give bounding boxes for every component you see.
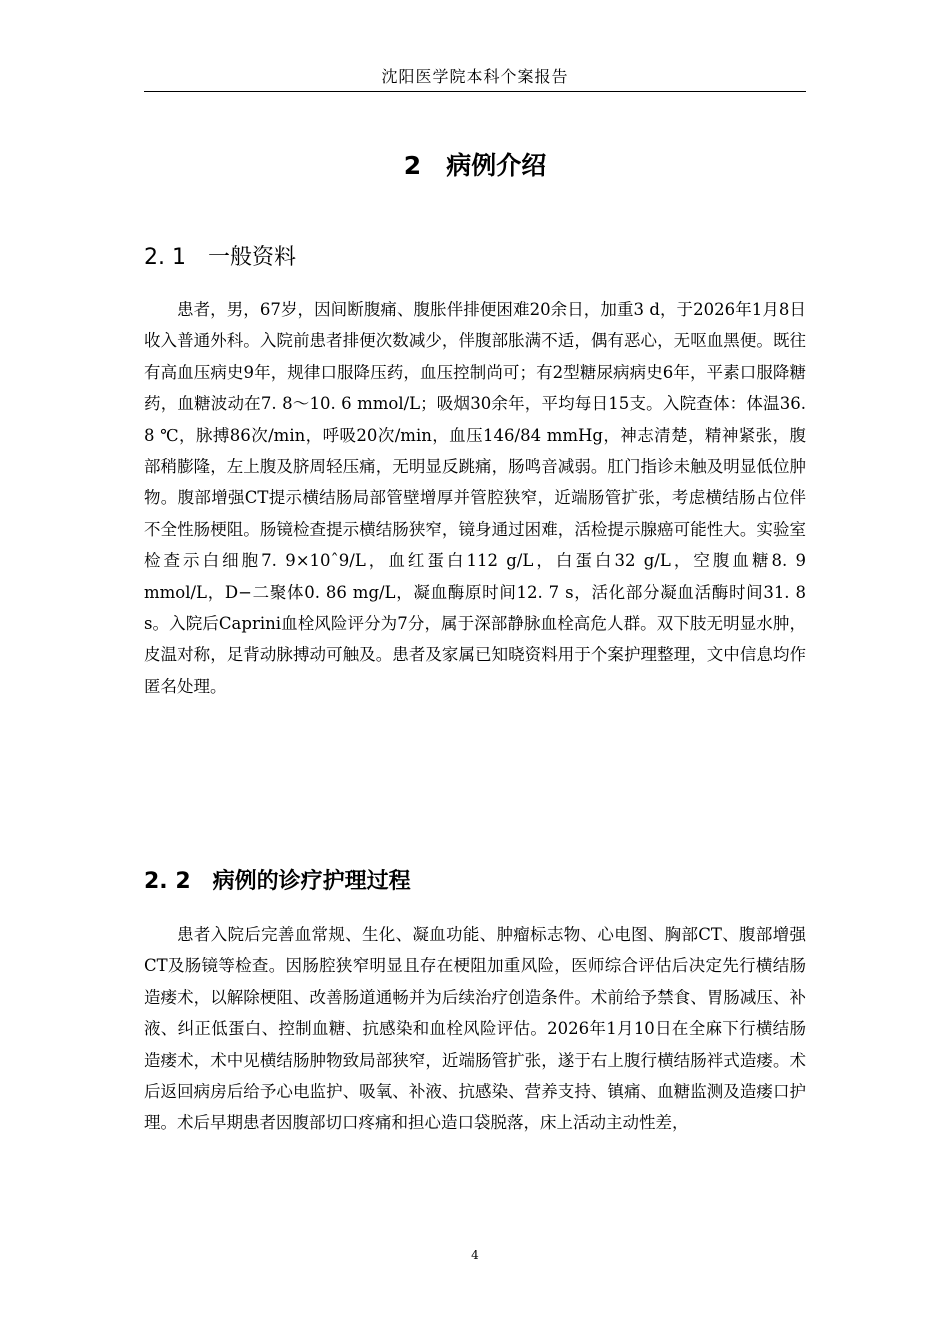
chapter-title: 2 病例介绍 — [403, 151, 547, 180]
paragraph-general-info: 患者，男，67岁，因间断腹痛、腹胀伴排便困难20余日，加重3 d，于2026年1月8日收入普通外科。入院前患者排便次数减少，伴腹部胀满不适，偶有恶心，无呕血黑便。既往有高血压病史9年，规律口服降压药，血压控制尚可；有2型糖尿病病史6年，平素口服降糖药，血糖波动在7. 8～10. 6 mmol/L；吸烟30余年，平均每日15支。入院查体：体温36. 8 ℃，脉搏86次/min，呼吸20次/min，血压146/84 mmHg，神志清楚，精神紧张，腹部稍膨隆，左上腹及脐周轻压痛，无明显反跳痛，肠鸣音减弱。肛门指诊未触及明显低位肿物。腹部增强CT提示横结肠局部管壁增厚并管腔狭窄，近端肠管扩张，考虑横结肠占位伴不全性肠梗阻。肠镜检查提示横结肠狭窄，镜身通过困难，活检提示腺癌可能性大。实验室检查示白细胞7. 9×10ˆ9/L，血红蛋白112 g/L，白蛋白32 g/L，空腹血糖8. 9 mmol/L，D−二聚体0. 86 mg/L，凝血酶原时间12. 7 s，活化部分凝血活酶时间31. 8 s。入院后Caprini血栓风险评分为7分，属于深部静脉血栓高危人群。双下肢无明显水肿，皮温对称，足背动脉搏动可触及。患者及家属已知晓资料用于个案护理整理，文中信息均作匿名处理。 — [144, 300, 806, 696]
page-header: 沈阳医学院本科个案报告 — [381, 67, 569, 86]
section-title-general-info: 2. 1 一般资料 — [144, 245, 296, 270]
paragraph-treatment-process: 患者入院后完善血常规、生化、凝血功能、肿瘤标志物、心电图、胸部CT、腹部增强CT及肠镜等检查。因肠腔狭窄明显且存在梗阻加重风险，医师综合评估后决定先行横结肠造瘘术，以解除梗阻、改善肠道通畅并为后续治疗创造条件。术前给予禁食、胃肠减压、补液、纠正低蛋白、控制血糖、抗感染和血栓风险评估。2026年1月10日在全麻下行横结肠造瘘术，术中见横结肠肿物致局部狭窄，近端肠管扩张，遂于右上腹行横结肠袢式造瘘。术后返回病房后给予心电监护、吸氧、补液、抗感染、营养支持、镇痛、血糖监测及造瘘口护理。术后早期患者因腹部切口疼痛和担心造口袋脱落，床上活动主动性差， — [144, 925, 806, 1133]
section-title-treatment-process: 2. 2 病例的诊疗护理过程 — [144, 869, 411, 894]
page-number: 4 — [471, 1248, 479, 1262]
header-rule — [144, 91, 806, 92]
